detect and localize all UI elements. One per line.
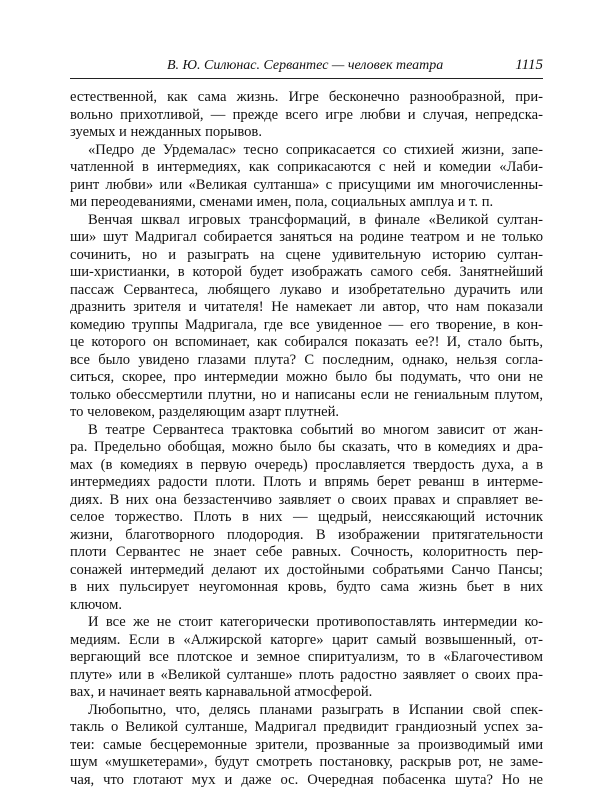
- text-line: Венчая шквал игровых трансформаций, в финале «Великой султан-: [70, 212, 543, 230]
- text-line: естественной, как сама жизнь. Игре бесконечно разнообразной, при-: [70, 89, 543, 107]
- text-line: шум «мушкетерами», будут смотреть постановку, раскрыв рот, не заме-: [70, 754, 543, 772]
- text-line: комедию труппы Мадригала, где все увиденное — его творение, в кон-: [70, 317, 543, 335]
- text-line: ши-христианки, в которой будет изображать самого себя. Занятнейший: [70, 264, 543, 282]
- text-line: пассаж Сервантеса, любящего лукаво и изобретательно дурачить или: [70, 282, 543, 300]
- text-line: вольно прихотливой, — прежде всего игре любви и случая, непредска-: [70, 107, 543, 125]
- text-line: диях. В них она беззастенчиво заявляет о своих правах и справляет ве-: [70, 492, 543, 510]
- text-line: то человеком, разделяющим азарт плутней.: [70, 404, 543, 422]
- text-line: все было увидено глазами плута? С последним, однако, нельзя согла-: [70, 352, 543, 370]
- text-line: ми переодеваниями, сменами имен, пола, социальных амплуа и т. п.: [70, 194, 543, 212]
- text-line: плоти Сервантес не знает себе равных. Сочность, колоритность пер-: [70, 544, 543, 562]
- text-line: плуте» или в «Великой султанше» плоть радостно заявляет о своих пра-: [70, 667, 543, 685]
- text-line: вах, и начинает веять карнавальной атмосферой.: [70, 684, 543, 702]
- text-line: жизни, благотворного плодородия. В изображении притягательности: [70, 527, 543, 545]
- text-line: зуемых и нежданных порывов.: [70, 124, 543, 142]
- text-line: ключом.: [70, 597, 543, 615]
- running-head-title: В. Ю. Силюнас. Сервантес — человек театра: [167, 58, 443, 74]
- page-number: 1115: [515, 57, 543, 74]
- text-line: сонажей интермедий делают их достойными собратьями Санчо Пансы;: [70, 562, 543, 580]
- body-text: [70, 89, 543, 789]
- text-line: медиям. Если в «Алжирской каторге» царит самый возвышенный, от-: [70, 632, 543, 650]
- text-line: ситься, скорее, про интермедии можно было бы подумать, что они не: [70, 369, 543, 387]
- paragraph: [70, 89, 543, 142]
- text-line: дразнить зрителя и читателя! Не намекает ли автор, что нам показали: [70, 299, 543, 317]
- text-line: чая, что глотают мух и даже ос. Очередная побасенка шута? Но не: [70, 772, 543, 789]
- text-line: интермедиях радости плоти. Плоть и впрямь берет реванш в интерме-: [70, 474, 543, 492]
- text-line: ринт любви» или «Великая султанша» с присущими им многочисленны-: [70, 177, 543, 195]
- text-line: такль о Великой султанше, Мадригал предвидит грандиозный успех за-: [70, 719, 543, 737]
- paragraph: [70, 422, 543, 615]
- paragraph: [70, 142, 543, 212]
- text-line: це которого он вспоминает, как собирался показать ее?! И, стало быть,: [70, 334, 543, 352]
- text-line: вергающий все плотское и земное спиритуализм, то в «Благочестивом: [70, 649, 543, 667]
- paragraph: [70, 614, 543, 702]
- paragraph: [70, 212, 543, 422]
- text-line: ши» шут Мадригал собирается заняться на родине театром и не только: [70, 229, 543, 247]
- paragraph: [70, 702, 543, 789]
- text-line: сочинить, но и разыграть на сцене удивительную историю султан-: [70, 247, 543, 265]
- text-line: мах (в комедиях в первую очередь) прославляется твердость духа, а в: [70, 457, 543, 475]
- text-line: теи: самые бесцеремонные зрители, прозванные за производимый ими: [70, 737, 543, 755]
- text-line: И все же не стоит категорически противопоставлять интермедии ко-: [70, 614, 543, 632]
- text-line: «Педро де Урдемалас» тесно соприкасается со стихией жизни, запе-: [70, 142, 543, 160]
- text-line: В театре Сервантеса трактовка событий во многом зависит от жан-: [70, 422, 543, 440]
- text-line: селое торжество. Плоть в них — щедрый, неиссякающий источник: [70, 509, 543, 527]
- running-head: [70, 56, 543, 79]
- text-line: чатленной в интермедиях, как соприкасаются с ней и комедии «Лаби-: [70, 159, 543, 177]
- text-line: Любопытно, что, делясь планами разыграть в Испании свой спек-: [70, 702, 543, 720]
- text-line: только обессмертили плутни, но и написаны если не гениальным плутом,: [70, 387, 543, 405]
- text-line: ра. Предельно обобщая, можно было бы сказать, что в комедиях и дра-: [70, 439, 543, 457]
- text-line: в них пульсирует неугомонная кровь, будто сама жизнь бьет в них: [70, 579, 543, 597]
